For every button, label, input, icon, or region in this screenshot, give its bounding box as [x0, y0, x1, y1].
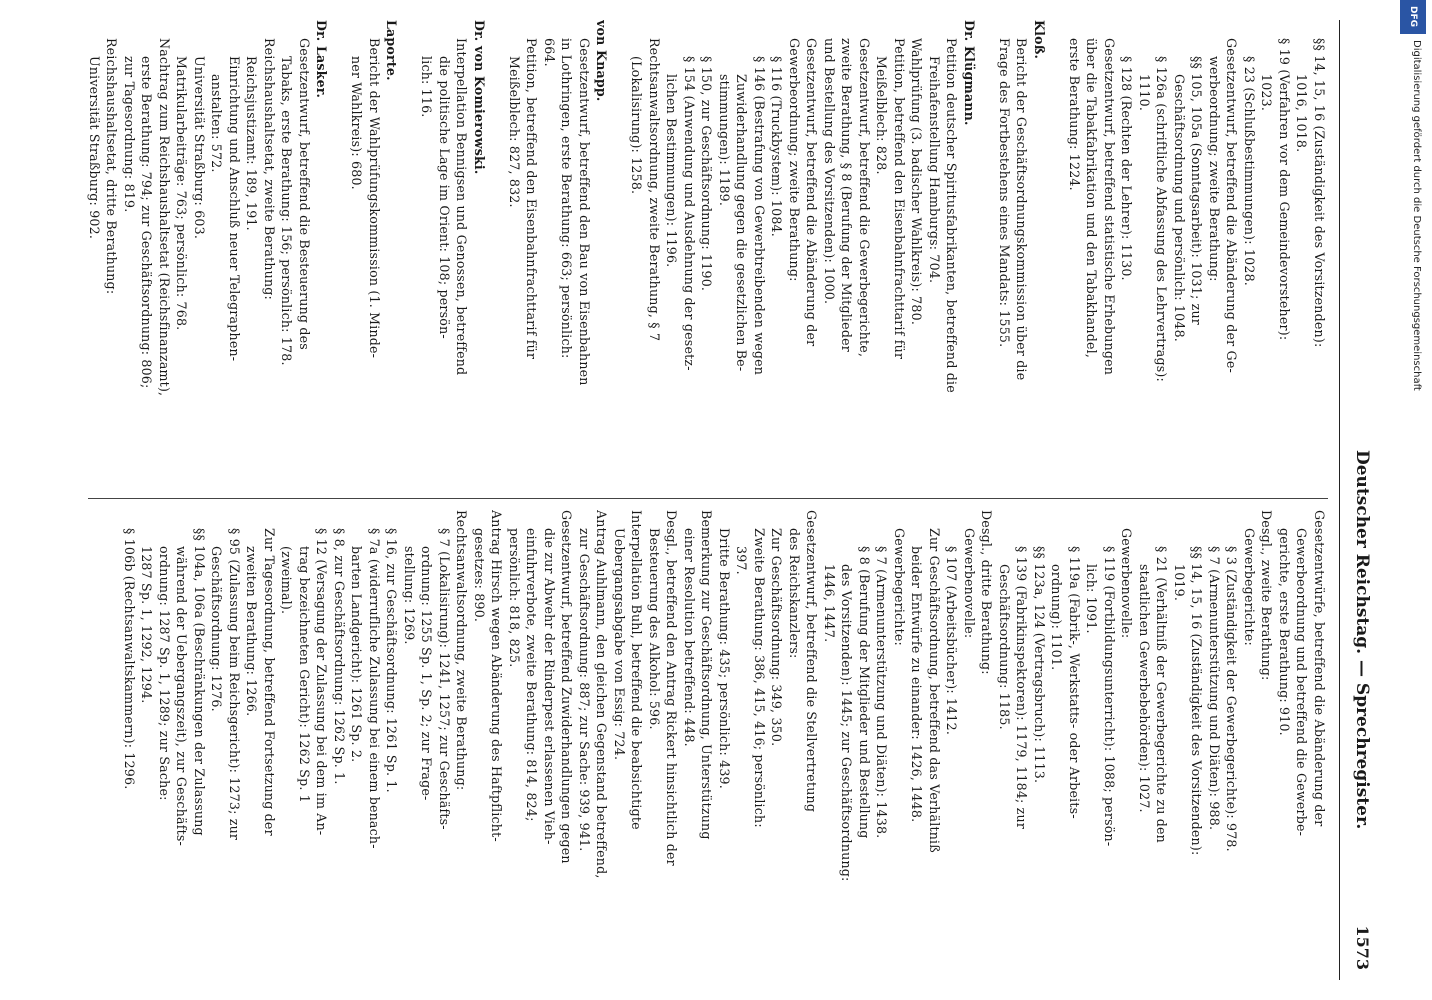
register-entry: beider Entwürfe zu einander: 1426, 1448. — [909, 546, 925, 823]
register-entry: Gesetzentwurf, betreffend die Abänderung der Ge- — [1224, 38, 1240, 373]
register-entry: § 154 (Anwendung und Ausdehnung der gesetz- — [682, 56, 697, 371]
register-entry: 1110. — [1137, 74, 1152, 112]
register-entry: in Lothringen, erste Berathung: 663; persönlich: — [559, 38, 575, 359]
register-entry: Gewerbeordnung und betreffend die Gewerbe- — [1294, 528, 1310, 837]
register-entry: barten Landgericht): 1261 Sp. 2. — [349, 546, 365, 763]
register-entry: Zur Tagesordnung, betreffend Fortsetzung der — [262, 528, 277, 836]
register-entry: Gesetzentwurf, betreffend die Abänderung der — [804, 38, 820, 347]
register-entry: einer Resolution betreffend: 448. — [682, 528, 697, 747]
register-entry: gerichte, erste Berathung: 910. — [1277, 528, 1292, 736]
register-entry: Zuwiderhandlung gegen die gesetzlichen Be- — [734, 74, 750, 372]
register-entry: staatlichen Gewerbebehörden): 1027. — [1137, 564, 1152, 813]
register-entry: Petition deutscher Spiritusfabrikanten, betreffend die — [944, 38, 960, 393]
register-entry: Matrikularbeiträge: 763; persönlich: 768. — [174, 56, 190, 331]
register-entry: § 23 (Schlußbestimmungen): 1028. — [1242, 56, 1257, 286]
register-entry: § 106b (Rechtsanwaltskammern): 1296. — [122, 528, 137, 790]
register-entry: § 107 (Arbeitsbücher): 1412. — [944, 546, 960, 736]
register-entry: 1287 Sp. 1, 1292, 1294. — [139, 546, 155, 704]
register-entry: Antrag Hirsch wegen Abänderung des Haftpflicht- — [489, 510, 505, 842]
register-entry: Wahlprüfung (3. badischer Wahlkreis): 780. — [909, 38, 925, 326]
register-entry: zur Geschäftsordnung: 887; zur Sache: 939, 941. — [577, 528, 592, 852]
register-entry: Freihafenstellung Hamburgs: 704. — [927, 56, 942, 284]
register-entry: Desgl., betreffend den Antrag Rickert hinsichtlich der — [664, 510, 680, 866]
register-entry: §§ 14, 15, 16 (Zuständigkeit des Vorsitzenden): — [1189, 546, 1205, 856]
register-entry: gesetzes: 890. — [472, 528, 487, 623]
register-entry: 1023. — [1259, 74, 1275, 112]
register-entry: Gewerbegerichte: — [892, 528, 907, 646]
register-entry: Geschäftsordnung und persönlich: 1048. — [1172, 74, 1187, 342]
speaker-name: Dr. Lasker. — [314, 20, 330, 99]
register-entry: Gewerbeordnung; zweite Berathung: — [787, 38, 802, 282]
register-entry: § 116 (Truckbystem): 1084. — [769, 56, 785, 237]
digitization-credit: Digitalisierung gefördert durch die Deutsche Forschungsgemeinschaft — [1411, 40, 1422, 391]
register-entry: ordnung): 1101. — [1049, 564, 1065, 671]
register-entry: Frage des Fortbestehens eines Mandats: 1555. — [997, 38, 1012, 348]
register-entry: Besteuerung des Alkohol: 596. — [647, 528, 662, 730]
speaker-name: von Knapp. — [594, 20, 610, 102]
register-entry: § 119 (Fortbildungsunterricht): 1088; persön- — [1102, 546, 1117, 847]
register-entry: Gesetzentwurf, betreffend die Stellvertretung — [804, 510, 820, 813]
register-entry: Zur Geschäftsordnung: 349, 350. — [769, 528, 785, 747]
register-entry: trag bezeichneten Gericht): 1262 Sp. 1 — [297, 546, 312, 803]
register-entry: des Reichskanzlers: — [787, 528, 802, 659]
right-column — [121, 510, 1329, 980]
register-entry: 1446, 1447. — [822, 564, 837, 643]
register-entry: § 8, zur Geschäftsordnung: 1262 Sp. 1. — [332, 528, 347, 785]
register-entry: § 21 (Verhältniß der Gewerbegerichte zu den — [1154, 546, 1170, 843]
register-entry: §§ 105, 105a (Sonntagsarbeit): 1031; zur — [1189, 56, 1205, 325]
register-entry — [611, 20, 629, 490]
register-entry: Nachtrag zum Reichshaushaltsetat (Reichsfinanzamt), — [157, 38, 172, 397]
register-entry: ordnung: 1287 Sp. 1, 1289; zur Sache: — [157, 546, 172, 801]
register-entry: § 19 (Verfahren vor dem Gemeindevorsteher): — [1277, 38, 1292, 341]
register-entry: Universität Straßburg: 603. — [192, 56, 207, 240]
register-entry: § 12 (Versagung der Zulassung bei dem im An- — [314, 528, 330, 836]
register-entry: Gesetzentwurf, betreffend die Gewerbegerichte, — [857, 38, 872, 358]
speaker-name: Dr. Klügmann. — [962, 20, 977, 126]
speaker-name: Dr. von Komierowski. — [472, 20, 487, 175]
register-entry: während der Uebergangszeit), zur Geschäfts- — [174, 546, 190, 846]
register-entry: (Lokalisirung): 1258. — [629, 56, 645, 195]
register-entry: einfuhrverbote, zweite Berathung: 814, 824; — [524, 528, 540, 822]
register-entry: die zur Abwehr der Rinderpest erlassenen Vieh- — [542, 528, 557, 845]
register-entry: § 3 (Zuständigkeit der Gewerbegerichte): 978. — [1224, 546, 1240, 852]
register-entry: § 7 (Armenunterstützung und Diäten): 988. — [1207, 546, 1222, 831]
register-entry: die politische Lage im Orient: 108; persön- — [437, 56, 452, 339]
left-column — [86, 20, 1329, 490]
register-entry: § 7 (Lokalisirung): 1241, 1257; zur Geschäfts- — [437, 528, 452, 830]
register-entry: 664. — [542, 38, 557, 67]
register-entry: § 16, zur Geschäftsordnung: 1261 Sp. 1. — [384, 528, 400, 793]
register-entry: erste Berathung: 1224. — [1067, 38, 1082, 191]
register-entry: zur Tagesordnung: 819. — [122, 56, 137, 213]
register-entry: stimmungen): 1189. — [717, 74, 732, 207]
register-entry: ordnung: 1255 Sp. 1, Sp. 2; zur Frage- — [419, 546, 435, 801]
register-entry: Antrag Auhlmann, den gleichen Gegenstand betreffend, — [594, 510, 610, 879]
register-entry: Meißelblech: 828. — [874, 56, 890, 175]
register-entry — [1048, 20, 1066, 490]
register-entry: Gewerbenovelle: — [962, 528, 977, 639]
register-entry: Reichsjustizamt: 189, 191. — [244, 56, 260, 231]
register-entry: Universität Straßburg: 902. — [87, 56, 102, 240]
register-entry: §§ 104a, 106a (Beschränkungen der Zulassung — [192, 528, 207, 836]
register-entry: ner Wahlkreis): 680. — [349, 56, 365, 190]
running-title: Deutscher Reichstag. — Sprechregister. — [1352, 450, 1372, 830]
register-entry: § 139 (Fabrikinspektoren): 1179, 1184; zur — [1014, 546, 1030, 830]
register-entry: lichen Bestimmungen): 1196. — [664, 74, 680, 268]
register-entry: Tabaks, erste Berathung: 156; persönlich: 178. — [279, 56, 295, 366]
register-entry: Interpellation Buhl, betreffend die beabsichtigte — [629, 510, 645, 830]
register-entry: Bericht der Geschäftsordnungskommission über die — [1014, 38, 1030, 381]
register-entry: Gesetzentwurf, betreffend statistische Erhebungen — [1102, 38, 1117, 376]
register-entry: § 119a (Fabrik-, Werkstatts- oder Arbeits- — [1067, 546, 1082, 819]
register-entry: 1016, 1018. — [1294, 74, 1310, 153]
register-entry: zweite Berathung, § 8 (Berufung der Mitglieder — [839, 38, 855, 352]
register-entry: und Bestellung des Vorsitzenden): 1000. — [822, 38, 837, 305]
register-entry: persönlich: 818, 825. — [507, 528, 522, 668]
register-entry: § 150, zur Geschäftsordnung: 1190. — [699, 56, 715, 292]
register-entry: stellung: 1269. — [402, 546, 417, 645]
register-entry: Gesetzentwurf, betreffend den Bau von Eisenbahnen — [577, 38, 592, 386]
register-entry: Gewerbenovelle: — [1119, 528, 1135, 639]
register-entry: Petition, betreffend den Eisenbahnfrachttarif für — [524, 38, 540, 360]
register-entry: Rechtsanwaltsordnung, zweite Berathung: — [454, 510, 470, 791]
speaker-name: Laporte. — [384, 20, 400, 81]
register-entry: Zweite Berathung: 386, 415, 416; persönlich: — [752, 528, 767, 828]
register-entry: werbeordnung; zweite Berathung: — [1207, 56, 1222, 282]
register-entry: lich: 1091. — [1084, 564, 1100, 634]
register-entry: erste Berathung: 794; zur Geschäftsordnung: 806; — [139, 56, 155, 389]
register-entry: lich: 116. — [419, 56, 435, 118]
document-page — [60, 20, 1380, 980]
register-entry — [331, 20, 349, 490]
register-entry: Reichshaushaltsetat, zweite Berathung: — [262, 38, 277, 300]
register-entry: Uebergangsabgabe von Essig: 724. — [612, 528, 627, 761]
page-header — [1339, 20, 1380, 980]
register-entry: Gesetzentwurf, betreffend Zuwiderhandlungen gegen — [559, 510, 575, 864]
register-entry: §§ 123a, 124 (Vertragsbruch): 1113. — [1032, 546, 1047, 784]
register-entry: Gewerbegerichte: — [1242, 528, 1257, 646]
register-entry: Einrichtung und Anschluß neuer Telegraphen- — [227, 56, 242, 362]
register-entry — [488, 20, 506, 490]
register-entry: §§ 14, 15, 16 (Zuständigkeit des Vorsitzenden): — [1312, 38, 1327, 348]
register-entry: (zweimal). — [279, 546, 295, 615]
register-entry: Geschäftsordnung: 1276. — [209, 546, 225, 712]
register-entry: Gesetzentwürfe, betreffend die Abänderung der — [1312, 510, 1327, 827]
speaker-name: Kloß. — [1032, 20, 1047, 60]
register-entry: Desgl., zweite Berathung: — [1259, 510, 1275, 681]
register-entry: § 8 (Berufung der Mitglieder und Bestellung — [857, 546, 872, 839]
register-entry: zweiten Berathung: 1266. — [244, 546, 260, 717]
register-entry — [401, 20, 419, 490]
register-entry: § 126a (schriftliche Abfassung des Lehrvertrags): — [1154, 56, 1170, 382]
register-entry: Meißelblech: 827, 832. — [507, 56, 522, 208]
register-entry: Petition, betreffend den Eisenbahnfrachttarif für — [892, 38, 907, 360]
register-entry: Desgl., dritte Berathung: — [979, 510, 995, 675]
register-entry: Zur Geschäftsordnung, betreffend das Verhältniß — [927, 528, 942, 853]
register-entry: § 7 (Armenunterstützung und Diäten): 1438. — [874, 546, 890, 839]
register-entry: § 95 (Zulassung beim Reichsgericht): 1273; zur — [227, 528, 242, 841]
page-number: 1573 — [1353, 925, 1372, 970]
register-entry: Geschäftsordnung: 1185. — [997, 564, 1012, 730]
register-entry: des Vorsitzenden): 1445; zur Geschäftsordnung: — [839, 564, 855, 882]
register-entry: § 7a (widerrufliche Zulassung bei einem benach- — [367, 528, 382, 849]
register-entry: 397. — [734, 546, 750, 575]
register-entry: über die Tabakfabrikation und den Tabakhandel, — [1084, 38, 1100, 359]
register-entry: Bericht der Wahlprüfungskommission (1. Minde- — [367, 38, 382, 359]
register-entry: Dritte Berathung: 435; persönlich: 439. — [717, 528, 732, 789]
dfg-logo: DFG — [1400, 0, 1426, 34]
column-divider — [88, 498, 1328, 499]
register-entry: Reichshaushaltsetat, dritte Berathung: — [104, 38, 120, 295]
register-entry: Interpellation Bennigsen und Genossen, betreffend — [454, 38, 470, 376]
register-entry: anstalten: 572. — [209, 74, 225, 173]
register-entry: § 128 (Rechten der Lehrer): 1130. — [1119, 56, 1135, 281]
register-entry: Rechtsanwaltsordnung, zweite Berathung, § 7 — [647, 38, 662, 342]
digitization-strip — [1404, 0, 1428, 1000]
register-entry: Gesetzentwurf, betreffend die Besteuerung des — [297, 38, 312, 350]
register-entry — [978, 20, 996, 490]
register-entry: 1019. — [1172, 564, 1187, 602]
register-entry: Bemerkung zur Geschäftsordnung, Unterstützung — [699, 510, 715, 840]
register-entry: § 146 (Bestrafung von Gewerbtreibenden wegen — [752, 56, 767, 376]
